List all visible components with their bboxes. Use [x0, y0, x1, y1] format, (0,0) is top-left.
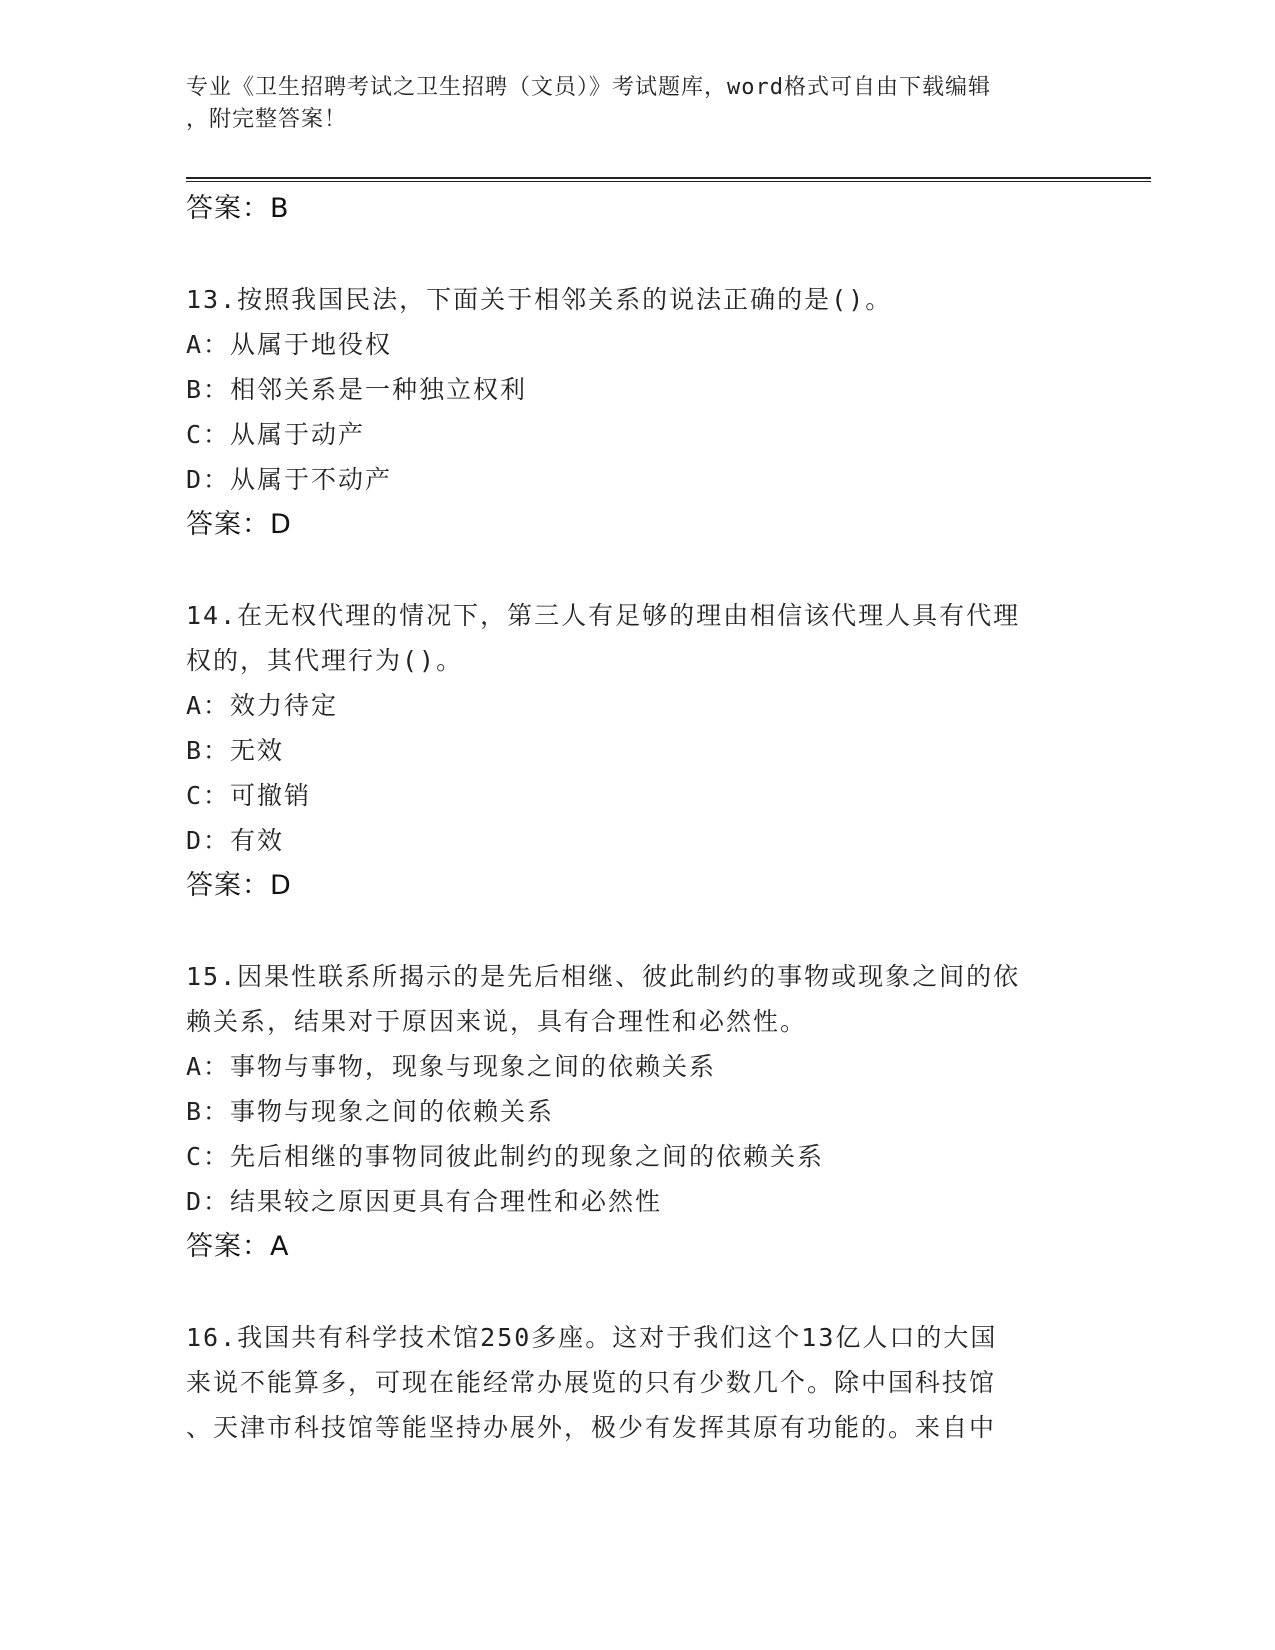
option-d: D：结果较之原因更具有合理性和必然性 — [186, 1187, 663, 1216]
option-c: C：先后相继的事物同彼此制约的现象之间的依赖关系 — [186, 1142, 825, 1171]
option-a: A：效力待定 — [186, 691, 339, 720]
option-c: C：从属于动产 — [186, 420, 366, 449]
answer: 答案：D — [186, 870, 292, 901]
question-14 — [186, 593, 1086, 908]
question-text: 、天津市科技馆等能坚持办展外，极少有发挥其原有功能的。来自中 — [186, 1413, 997, 1442]
option-b: B：事物与现象之间的依赖关系 — [186, 1097, 555, 1126]
option-d: D：从属于不动产 — [186, 465, 393, 494]
question-text: 14.在无权代理的情况下，第三人有足够的理由相信该代理人具有代理 — [186, 601, 1021, 630]
question-content — [186, 186, 1086, 1450]
question-text: 权的，其代理行为()。 — [186, 646, 464, 675]
question-text: 15.因果性联系所揭示的是先后相继、彼此制约的事物或现象之间的依 — [186, 962, 1021, 991]
header-line-2: ，附完整答案！ — [186, 107, 348, 132]
option-a: A：从属于地役权 — [186, 330, 393, 359]
question-text: 来说不能算多，可现在能经常办展览的只有少数几个。除中国科技馆 — [186, 1368, 997, 1397]
option-c: C：可撤销 — [186, 781, 312, 810]
option-b: B：无效 — [186, 736, 285, 765]
answer: 答案：A — [186, 1231, 290, 1262]
question-text: 16.我国共有科学技术馆250多座。这对于我们这个13亿人口的大国 — [186, 1323, 998, 1352]
header-divider-thin — [186, 181, 1151, 182]
question-text: 赖关系，结果对于原因来说，具有合理性和必然性。 — [186, 1007, 808, 1036]
option-a: A：事物与事物，现象与现象之间的依赖关系 — [186, 1052, 717, 1081]
header-line-1: 专业《卫生招聘考试之卫生招聘（文员）》考试题库，word格式可自由下载编辑 — [186, 75, 991, 100]
answer-previous: 答案：B — [186, 193, 290, 224]
answer: 答案：D — [186, 509, 292, 540]
header-divider — [186, 177, 1151, 179]
question-text: 13.按照我国民法，下面关于相邻关系的说法正确的是()。 — [186, 285, 893, 314]
question-16 — [186, 1315, 1086, 1450]
question-13 — [186, 277, 1086, 547]
document-header — [186, 72, 1086, 136]
question-15 — [186, 954, 1086, 1269]
option-b: B：相邻关系是一种独立权利 — [186, 375, 528, 404]
option-d: D：有效 — [186, 826, 285, 855]
